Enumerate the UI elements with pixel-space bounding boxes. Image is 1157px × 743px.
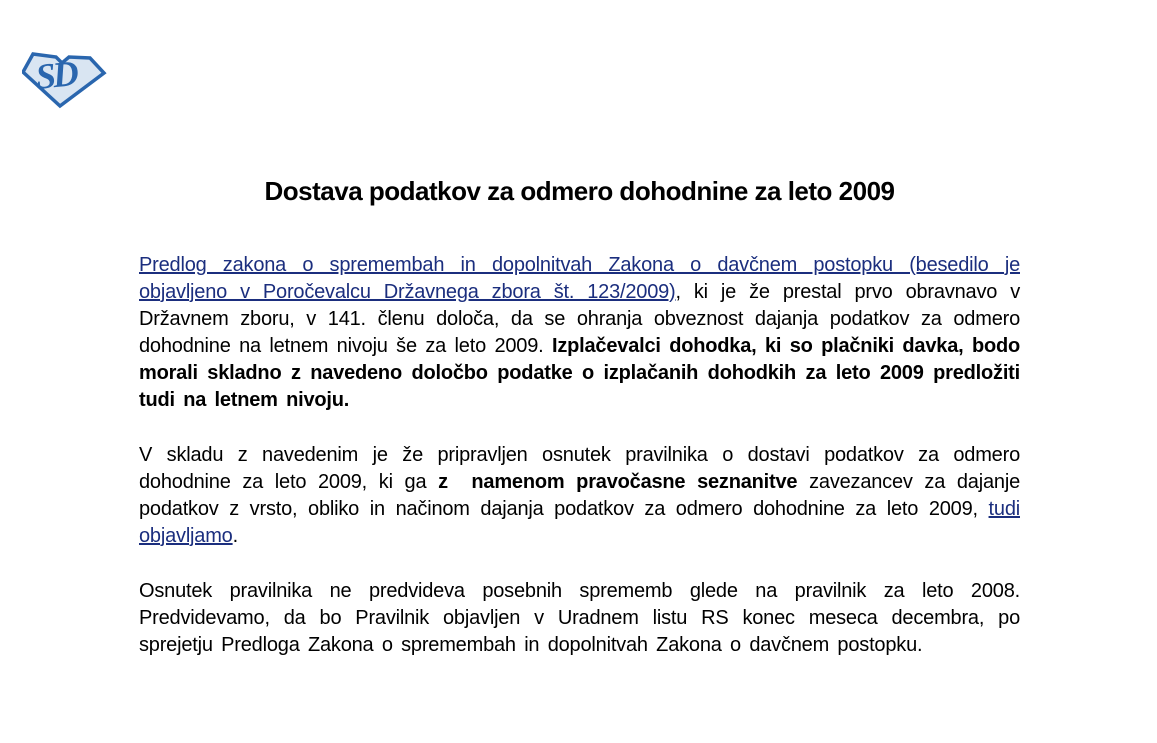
- bold-text-run: Izplačevalci dohodka, ki so plačniki davka, bodo morali skladno z navedeno določbo podatke o izplačanih dohodkih za leto 2009 predložiti tudi na letnem nivoju.: [139, 335, 1021, 411]
- text-run: Osnutek pravilnika ne predvideva posebnih sprememb glede na pravilnik za leto 2008. Predvidevamo, da bo Pravilnik objavljen v Uradnem listu RS konec meseca decembra, po sprejetju Predloga Zakona o spremembah in dopolnitvah Zakona o davčnem postopku.: [139, 580, 1020, 656]
- inline-link[interactable]: Predlog zakona o spremembah in dopolnitvah Zakona o davčnem postopku (besedilo je objavljeno v Poročevalcu Državnega zbora št. 123/2009): [139, 254, 1020, 303]
- bold-text-run: z namenom pravočasne seznanitve: [438, 471, 798, 493]
- paragraph: [139, 252, 1020, 414]
- document-body: [139, 252, 1020, 687]
- text-run: , ki je že prestal prvo obravnavo v Državnem zboru, v 141. členu določa, da se ohranja obveznost dajanja podatkov za odmero dohodnine na letnem nivoju še za leto 2009.: [139, 281, 1020, 357]
- logo-letters: SD: [33, 52, 78, 97]
- sd-logo: [22, 44, 108, 110]
- text-run: V skladu z navedenim je že pripravljen osnutek pravilnika o dostavi podatkov za odmero dohodnine za leto 2009, ki ga: [139, 444, 1020, 493]
- page-title: Dostava podatkov za odmero dohodnine za leto 2009: [264, 176, 895, 206]
- sd-logo-icon: [22, 44, 108, 110]
- text-run: zavezancev za dajanje podatkov z vrsto, obliko in načinom dajanja podatkov za odmero dohodnine za leto 2009,: [139, 471, 1020, 520]
- paragraph: [139, 578, 1020, 659]
- text-run: .: [232, 525, 238, 547]
- paragraph: [139, 442, 1020, 550]
- inline-link[interactable]: tudi objavljamo: [139, 498, 1020, 547]
